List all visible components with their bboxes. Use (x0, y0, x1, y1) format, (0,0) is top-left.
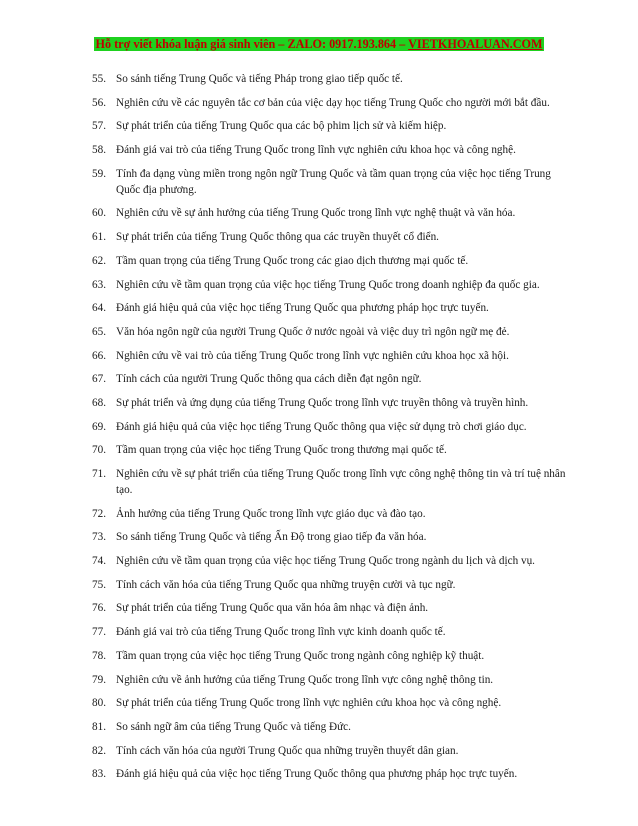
item-number: 77. (92, 626, 106, 639)
item-number: 66. (92, 349, 106, 362)
item-text: Đánh giá hiệu quả của việc học tiếng Trung Quốc thông qua phương pháp học trực tuyến. (116, 768, 518, 781)
item-text: Sự phát triển của tiếng Trung Quốc trong lĩnh vực nghiên cứu khoa học và công nghệ. (116, 697, 502, 710)
item-text: Sự phát triển của tiếng Trung Quốc qua văn hóa âm nhạc và điện ảnh. (116, 602, 429, 615)
list-item (92, 118, 568, 134)
item-number: 72. (92, 507, 106, 520)
list-item (92, 348, 568, 364)
list-item (92, 506, 568, 522)
list-item (92, 600, 568, 616)
item-text: Nghiên cứu về sự ảnh hưởng của tiếng Trung Quốc trong lĩnh vực nghệ thuật và văn hóa. (116, 207, 516, 220)
item-text: So sánh ngữ âm của tiếng Trung Quốc và tiếng Đức. (116, 720, 351, 733)
list-item (92, 324, 568, 340)
item-text: Tầm quan trọng của việc học tiếng Trung Quốc trong ngành công nghiệp kỹ thuật. (116, 649, 485, 662)
list-item (92, 529, 568, 545)
list-item (92, 695, 568, 711)
item-number: 62. (92, 254, 106, 267)
item-number: 80. (92, 697, 106, 710)
list-item (92, 277, 568, 293)
item-number: 65. (92, 325, 106, 338)
item-text: Tầm quan trọng của việc học tiếng Trung Quốc trong thương mại quốc tế. (116, 444, 447, 457)
item-number: 58. (92, 144, 106, 157)
item-number: 74. (92, 555, 106, 568)
item-text: Tầm quan trọng của tiếng Trung Quốc trong các giao dịch thương mại quốc tế. (116, 254, 469, 267)
item-number: 55. (92, 73, 106, 85)
item-text: Sự phát triển của tiếng Trung Quốc qua các bộ phim lịch sử và kiếm hiệp. (116, 120, 447, 133)
list-item (92, 71, 568, 87)
list-item (92, 719, 568, 735)
header-contact-text: Hỗ trợ viết khóa luận giá sinh viên – ZALO: 0917.193.864 – (95, 37, 409, 51)
item-number: 75. (92, 578, 106, 591)
item-text: Nghiên cứu về tầm quan trọng của việc học tiếng Trung Quốc trong doanh nghiệp đa quốc gia. (116, 278, 540, 291)
list-item (92, 624, 568, 640)
item-number: 63. (92, 278, 106, 291)
item-number: 60. (92, 207, 106, 220)
page-header (0, 37, 638, 52)
item-number: 73. (92, 531, 106, 544)
item-number: 57. (92, 120, 106, 133)
list-item (92, 466, 568, 498)
item-text: Nghiên cứu về vai trò của tiếng Trung Quốc trong lĩnh vực nghiên cứu khoa học xã hội. (116, 349, 509, 362)
item-number: 69. (92, 420, 106, 433)
list-item (92, 371, 568, 387)
list-item (92, 766, 568, 782)
list-item (92, 672, 568, 688)
list-item (92, 205, 568, 221)
list-item (92, 419, 568, 435)
item-text: Nghiên cứu về ảnh hưởng của tiếng Trung Quốc trong lĩnh vực công nghệ thông tin. (116, 673, 494, 686)
item-text: Đánh giá vai trò của tiếng Trung Quốc trong lĩnh vực kinh doanh quốc tế. (116, 626, 446, 639)
header-highlight (94, 37, 543, 51)
list-item (92, 442, 568, 458)
item-number: 56. (92, 96, 106, 109)
item-number: 67. (92, 373, 106, 386)
list-item (92, 395, 568, 411)
item-number: 78. (92, 649, 106, 662)
item-text: Nghiên cứu về tầm quan trọng của việc học tiếng Trung Quốc trong ngành du lịch và dịch vụ. (116, 555, 535, 568)
list-item (92, 648, 568, 664)
item-text: Tính đa dạng vùng miền trong ngôn ngữ Trung Quốc và tầm quan trọng của việc học tiếng Trung Quốc địa phương. (116, 167, 551, 196)
item-text: Ảnh hưởng của tiếng Trung Quốc trong lĩnh vực giáo dục và đào tạo. (116, 507, 426, 520)
item-number: 64. (92, 302, 106, 315)
item-number: 79. (92, 673, 106, 686)
list-item (92, 142, 568, 158)
item-text: Nghiên cứu về các nguyên tắc cơ bản của việc dạy học tiếng Trung Quốc cho người mới bắt đầu. (116, 96, 550, 109)
item-number: 83. (92, 768, 106, 781)
item-text: Sự phát triển và ứng dụng của tiếng Trung Quốc trong lĩnh vực truyền thông và truyền hình. (116, 396, 529, 409)
item-text: Sự phát triển của tiếng Trung Quốc thông qua các truyền thuyết cổ điển. (116, 231, 439, 244)
item-number: 70. (92, 444, 106, 457)
item-number: 82. (92, 744, 106, 757)
list-item (92, 553, 568, 569)
item-number: 59. (92, 167, 106, 180)
list-item (92, 229, 568, 245)
item-text: Đánh giá hiệu quả của việc học tiếng Trung Quốc qua phương pháp học trực tuyến. (116, 302, 489, 315)
item-text: Nghiên cứu về sự phát triển của tiếng Trung Quốc trong lĩnh vực công nghệ thông tin và trí tuệ nhân tạo. (116, 468, 566, 496)
item-text: Đánh giá vai trò của tiếng Trung Quốc trong lĩnh vực nghiên cứu khoa học và công nghệ. (116, 144, 516, 157)
header-site-link[interactable]: VIETKHOALUAN.COM (408, 37, 543, 51)
list-item (92, 253, 568, 269)
item-text: Tính cách văn hóa của tiếng Trung Quốc qua những truyện cười và tục ngữ. (116, 578, 456, 591)
item-number: 71. (92, 468, 106, 480)
list-item (92, 166, 568, 198)
item-text: So sánh tiếng Trung Quốc và tiếng Ấn Độ trong giao tiếp đa văn hóa. (116, 531, 427, 544)
item-text: So sánh tiếng Trung Quốc và tiếng Pháp trong giao tiếp quốc tế. (116, 73, 403, 85)
list-item (92, 95, 568, 111)
item-text: Đánh giá hiệu quả của việc học tiếng Trung Quốc thông qua việc sử dụng trò chơi giáo dục. (116, 420, 527, 433)
list-item (92, 743, 568, 759)
item-text: Tính cách văn hóa của người Trung Quốc qua những truyền thuyết dân gian. (116, 744, 459, 757)
item-number: 68. (92, 396, 106, 409)
item-number: 76. (92, 602, 106, 615)
item-text: Tính cách của người Trung Quốc thông qua cách diễn đạt ngôn ngữ. (116, 373, 422, 386)
item-number: 81. (92, 720, 106, 733)
list-item (92, 300, 568, 316)
topic-list (92, 71, 568, 790)
item-number: 61. (92, 231, 106, 244)
item-text: Văn hóa ngôn ngữ của người Trung Quốc ở nước ngoài và việc duy trì ngôn ngữ mẹ đẻ. (116, 325, 510, 338)
list-item (92, 577, 568, 593)
